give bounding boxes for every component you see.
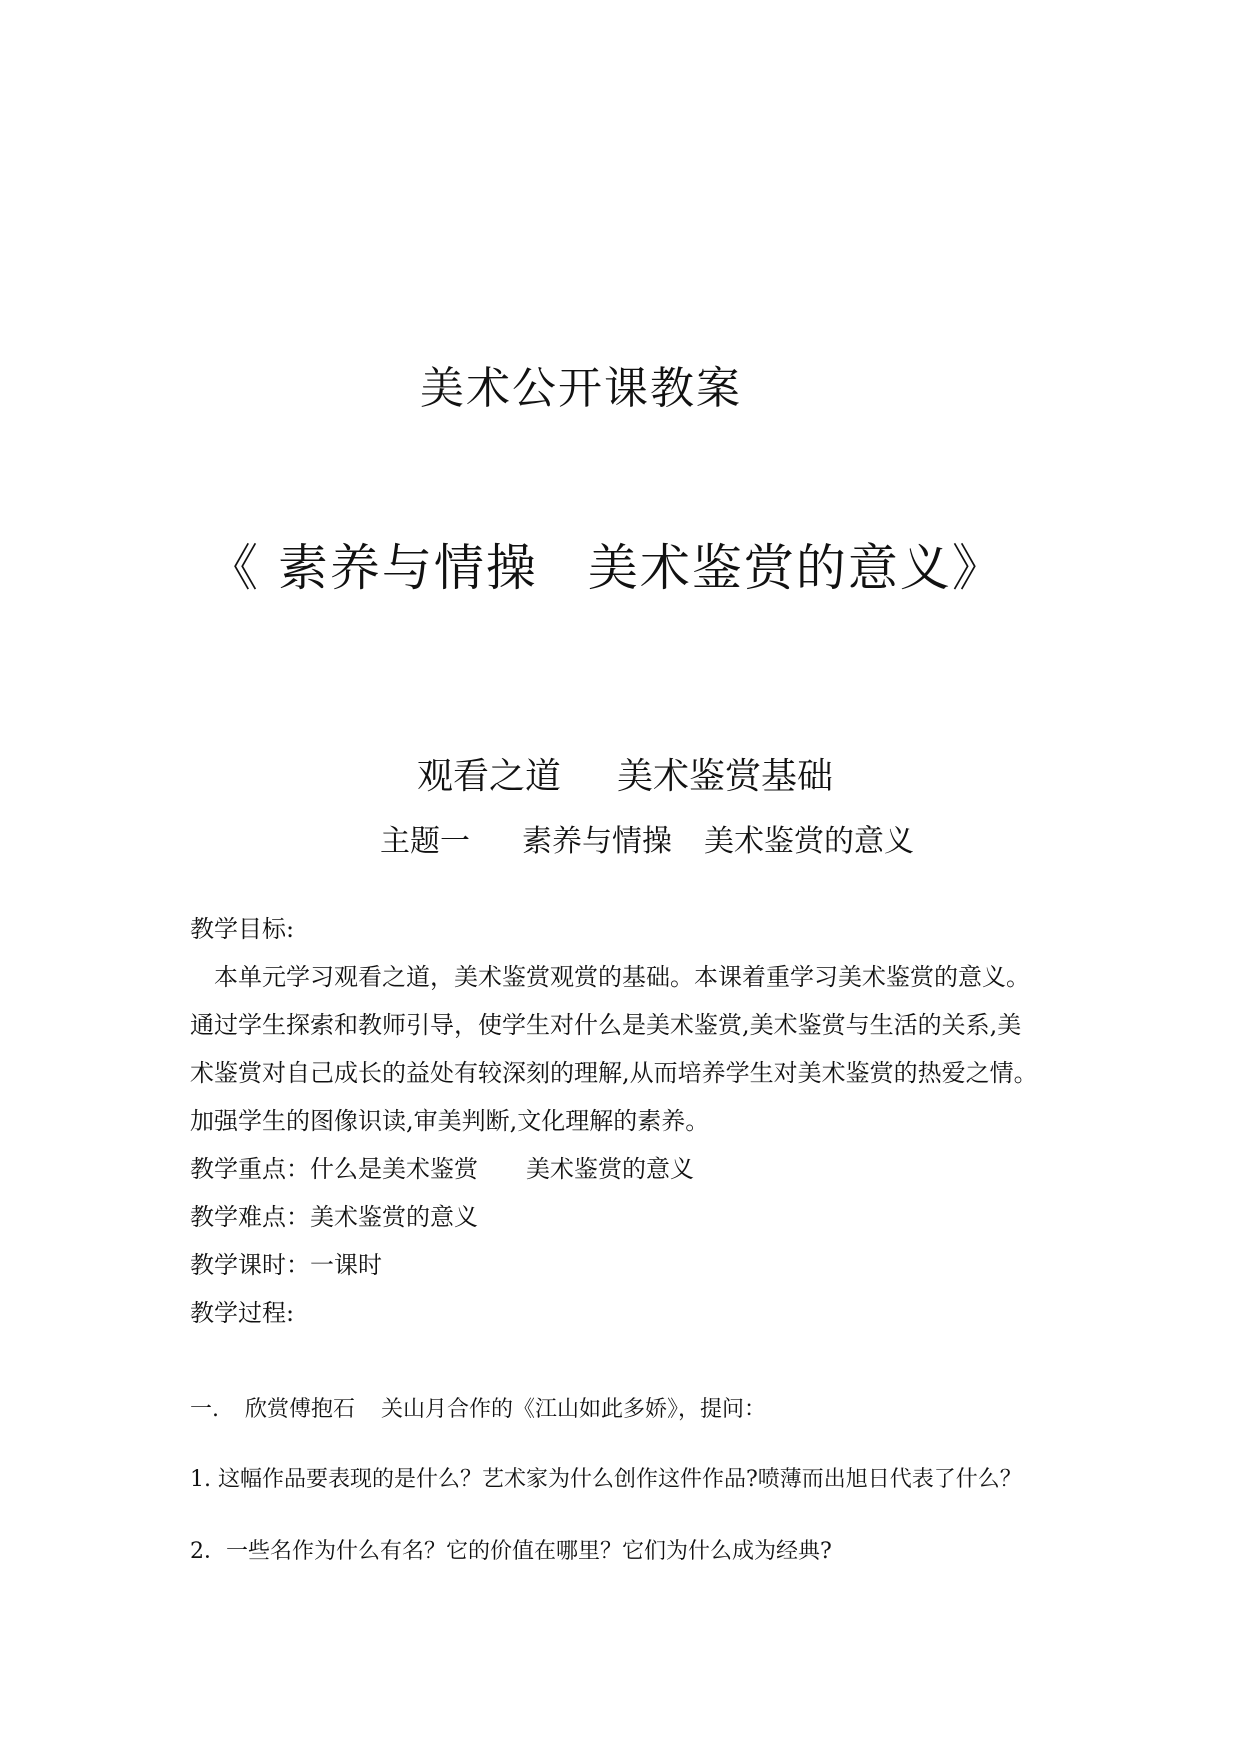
theme-heading (380, 816, 914, 860)
process-step-part2: 关山月合作的《江山如此多娇》，提问： (381, 1397, 767, 1422)
objectives-line: 通过学生探索和教师引导，使学生对什么是美术鉴赏,美术鉴赏与生活的关系,美 (190, 1011, 1022, 1039)
objectives-heading: 教学目标: (190, 915, 295, 943)
objectives-line: 本单元学习观看之道，美术鉴赏观赏的基础。本课着重学习美术鉴赏的意义。 (214, 963, 1030, 991)
process-step-1 (190, 1392, 766, 1423)
objectives-line: 加强学生的图像识读,审美判断,文化理解的素养。 (190, 1107, 710, 1135)
process-step-part1: 欣赏傅抱石 (245, 1397, 356, 1422)
question-2: 2．一些名作为什么有名？它的价值在哪里？它们为什么成为经典? (190, 1539, 832, 1564)
lesson-title-part1: 《 素养与情操 (208, 539, 538, 597)
lesson-title (208, 528, 1004, 600)
question-1: 1. 这幅作品要表现的是什么？艺术家为什么创作这件作品?喷薄而出旭日代表了什么？ (190, 1467, 1022, 1492)
lesson-body (190, 905, 1070, 1337)
unit-heading (417, 748, 833, 799)
process-heading: 教学过程: (190, 1299, 295, 1327)
main-title: 美术公开课教案 (420, 363, 742, 414)
key-point-label: 教学重点：什么是美术鉴赏 (190, 1155, 478, 1183)
process-step-number: 一. (190, 1397, 219, 1422)
theme-part1: 素养与情操 (522, 824, 672, 859)
unit-part1: 观看之道 (417, 756, 562, 797)
difficulty-line: 教学难点：美术鉴赏的意义 (190, 1203, 478, 1231)
key-point-line (190, 1145, 1070, 1193)
class-hours-line: 教学课时：一课时 (190, 1251, 382, 1279)
key-point-value: 美术鉴赏的意义 (526, 1155, 694, 1183)
theme-label: 主题一 (380, 824, 470, 859)
theme-part2: 美术鉴赏的意义 (704, 824, 914, 859)
lesson-title-part2: 美术鉴赏的意义》 (587, 539, 1004, 597)
objectives-line: 术鉴赏对自己成长的益处有较深刻的理解,从而培养学生对美术鉴赏的热爱之情。 (190, 1059, 1038, 1087)
unit-part2: 美术鉴赏基础 (617, 756, 834, 797)
